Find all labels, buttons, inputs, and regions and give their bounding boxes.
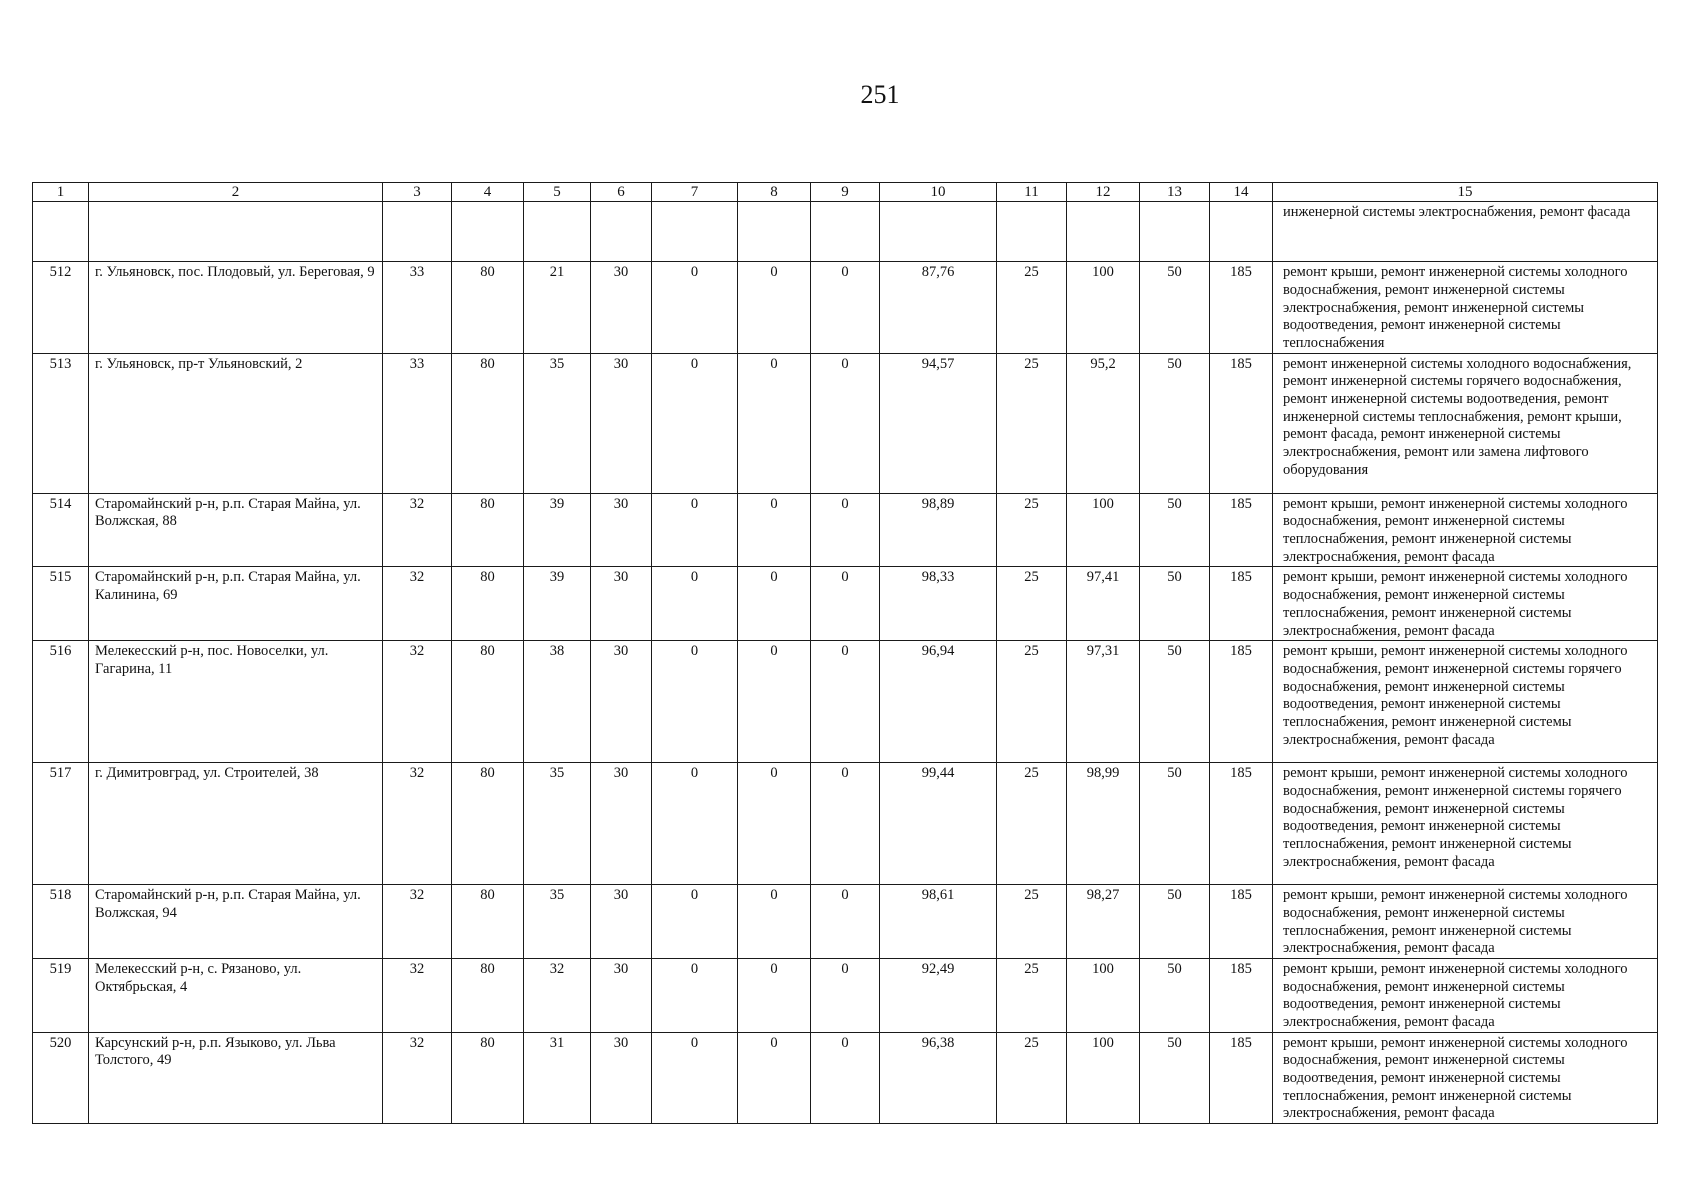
address-cell: Старомайнский р-н, р.п. Старая Майна, ул. Волжская, 94 xyxy=(89,885,383,959)
value-cell-col-14: 185 xyxy=(1210,567,1273,641)
value-cell-col-3: 32 xyxy=(383,567,452,641)
value-cell-col-11: 25 xyxy=(997,262,1067,353)
value-cell-col-6: 30 xyxy=(591,353,652,493)
row-number-cell: 520 xyxy=(33,1032,89,1123)
value-cell-col-12: 98,27 xyxy=(1067,885,1140,959)
value-cell-col-11: 25 xyxy=(997,763,1067,885)
value-cell-col-11: 25 xyxy=(997,567,1067,641)
value-cell-col-5: 38 xyxy=(524,641,591,763)
address-cell: г. Ульяновск, пр-т Ульяновский, 2 xyxy=(89,353,383,493)
value-cell-col-13: 50 xyxy=(1140,763,1210,885)
value-cell-col-3: 32 xyxy=(383,958,452,1032)
value-cell-col-5: 39 xyxy=(524,493,591,567)
value-cell-col-3: 33 xyxy=(383,262,452,353)
value-cell-col-12 xyxy=(1067,202,1140,262)
value-cell-col-14: 185 xyxy=(1210,641,1273,763)
row-number-cell xyxy=(33,202,89,262)
column-header-9: 9 xyxy=(811,183,880,202)
value-cell-col-7 xyxy=(652,202,738,262)
value-cell-col-7: 0 xyxy=(652,567,738,641)
value-cell-col-4: 80 xyxy=(452,641,524,763)
value-cell-col-6: 30 xyxy=(591,885,652,959)
works-list-cell: инженерной системы электроснабжения, ремонт фасада xyxy=(1273,202,1658,262)
table-row xyxy=(33,958,1658,1032)
works-list-cell: ремонт крыши, ремонт инженерной системы холодного водоснабжения, ремонт инженерной системы теплоснабжения, ремонт инженерной системы электроснабжения, ремонт фасада xyxy=(1273,567,1658,641)
value-cell-col-5: 35 xyxy=(524,763,591,885)
table-row xyxy=(33,202,1658,262)
value-cell-col-11 xyxy=(997,202,1067,262)
value-cell-col-6: 30 xyxy=(591,641,652,763)
row-number-cell: 516 xyxy=(33,641,89,763)
works-list-cell: ремонт крыши, ремонт инженерной системы холодного водоснабжения, ремонт инженерной системы водоотведения, ремонт инженерной системы теплоснабжения, ремонт инженерной системы электроснабжения, ремонт фасада xyxy=(1273,1032,1658,1123)
value-cell-col-9: 0 xyxy=(811,885,880,959)
value-cell-col-12: 100 xyxy=(1067,262,1140,353)
column-header-10: 10 xyxy=(880,183,997,202)
value-cell-col-13: 50 xyxy=(1140,641,1210,763)
buildings-table xyxy=(32,182,1658,1124)
table-body xyxy=(33,202,1658,1124)
value-cell-col-7: 0 xyxy=(652,885,738,959)
value-cell-col-11: 25 xyxy=(997,641,1067,763)
value-cell-col-10: 98,61 xyxy=(880,885,997,959)
value-cell-col-10: 99,44 xyxy=(880,763,997,885)
value-cell-col-5: 31 xyxy=(524,1032,591,1123)
value-cell-col-10: 94,57 xyxy=(880,353,997,493)
row-number-cell: 519 xyxy=(33,958,89,1032)
value-cell-col-4: 80 xyxy=(452,353,524,493)
table-row xyxy=(33,262,1658,353)
table-row xyxy=(33,353,1658,493)
address-cell: г. Ульяновск, пос. Плодовый, ул. Береговая, 9 xyxy=(89,262,383,353)
value-cell-col-9: 0 xyxy=(811,1032,880,1123)
value-cell-col-6: 30 xyxy=(591,763,652,885)
value-cell-col-12: 98,99 xyxy=(1067,763,1140,885)
value-cell-col-12: 97,41 xyxy=(1067,567,1140,641)
value-cell-col-3: 32 xyxy=(383,763,452,885)
column-header-7: 7 xyxy=(652,183,738,202)
value-cell-col-13: 50 xyxy=(1140,567,1210,641)
works-list-cell: ремонт крыши, ремонт инженерной системы холодного водоснабжения, ремонт инженерной системы теплоснабжения, ремонт инженерной системы электроснабжения, ремонт фасада xyxy=(1273,493,1658,567)
value-cell-col-13: 50 xyxy=(1140,353,1210,493)
value-cell-col-7: 0 xyxy=(652,1032,738,1123)
column-header-2: 2 xyxy=(89,183,383,202)
column-header-4: 4 xyxy=(452,183,524,202)
column-header-8: 8 xyxy=(738,183,811,202)
column-header-12: 12 xyxy=(1067,183,1140,202)
column-header-3: 3 xyxy=(383,183,452,202)
value-cell-col-13: 50 xyxy=(1140,493,1210,567)
column-header-15: 15 xyxy=(1273,183,1658,202)
value-cell-col-9 xyxy=(811,202,880,262)
row-number-cell: 515 xyxy=(33,567,89,641)
value-cell-col-8: 0 xyxy=(738,763,811,885)
address-cell: Мелекесский р-н, пос. Новоселки, ул. Гагарина, 11 xyxy=(89,641,383,763)
page-number: 251 xyxy=(860,80,900,109)
value-cell-col-3: 32 xyxy=(383,885,452,959)
table-row xyxy=(33,641,1658,763)
address-cell: Старомайнский р-н, р.п. Старая Майна, ул. Калинина, 69 xyxy=(89,567,383,641)
value-cell-col-7: 0 xyxy=(652,493,738,567)
value-cell-col-6: 30 xyxy=(591,567,652,641)
value-cell-col-8: 0 xyxy=(738,353,811,493)
address-cell xyxy=(89,202,383,262)
table-row xyxy=(33,567,1658,641)
value-cell-col-5: 35 xyxy=(524,885,591,959)
value-cell-col-8 xyxy=(738,202,811,262)
value-cell-col-13: 50 xyxy=(1140,262,1210,353)
value-cell-col-9: 0 xyxy=(811,262,880,353)
header-row xyxy=(33,183,1658,202)
column-header-6: 6 xyxy=(591,183,652,202)
row-number-cell: 514 xyxy=(33,493,89,567)
value-cell-col-8: 0 xyxy=(738,1032,811,1123)
column-header-11: 11 xyxy=(997,183,1067,202)
address-cell: Старомайнский р-н, р.п. Старая Майна, ул. Волжская, 88 xyxy=(89,493,383,567)
value-cell-col-10: 98,89 xyxy=(880,493,997,567)
value-cell-col-7: 0 xyxy=(652,763,738,885)
value-cell-col-9: 0 xyxy=(811,493,880,567)
value-cell-col-8: 0 xyxy=(738,493,811,567)
value-cell-col-14: 185 xyxy=(1210,262,1273,353)
row-number-cell: 513 xyxy=(33,353,89,493)
value-cell-col-4: 80 xyxy=(452,763,524,885)
value-cell-col-3: 32 xyxy=(383,641,452,763)
table-row xyxy=(33,885,1658,959)
value-cell-col-12: 95,2 xyxy=(1067,353,1140,493)
value-cell-col-6 xyxy=(591,202,652,262)
value-cell-col-14: 185 xyxy=(1210,353,1273,493)
works-list-cell: ремонт крыши, ремонт инженерной системы холодного водоснабжения, ремонт инженерной системы теплоснабжения, ремонт инженерной системы электроснабжения, ремонт фасада xyxy=(1273,885,1658,959)
value-cell-col-13: 50 xyxy=(1140,958,1210,1032)
value-cell-col-11: 25 xyxy=(997,958,1067,1032)
value-cell-col-4: 80 xyxy=(452,262,524,353)
column-header-14: 14 xyxy=(1210,183,1273,202)
value-cell-col-11: 25 xyxy=(997,885,1067,959)
value-cell-col-12: 100 xyxy=(1067,493,1140,567)
value-cell-col-5: 35 xyxy=(524,353,591,493)
value-cell-col-5: 32 xyxy=(524,958,591,1032)
value-cell-col-10: 98,33 xyxy=(880,567,997,641)
value-cell-col-9: 0 xyxy=(811,353,880,493)
value-cell-col-9: 0 xyxy=(811,958,880,1032)
value-cell-col-10: 92,49 xyxy=(880,958,997,1032)
value-cell-col-9: 0 xyxy=(811,763,880,885)
value-cell-col-12: 100 xyxy=(1067,958,1140,1032)
value-cell-col-11: 25 xyxy=(997,353,1067,493)
value-cell-col-4: 80 xyxy=(452,493,524,567)
value-cell-col-14: 185 xyxy=(1210,763,1273,885)
value-cell-col-12: 97,31 xyxy=(1067,641,1140,763)
table-row xyxy=(33,763,1658,885)
column-header-5: 5 xyxy=(524,183,591,202)
value-cell-col-6: 30 xyxy=(591,958,652,1032)
value-cell-col-14: 185 xyxy=(1210,958,1273,1032)
value-cell-col-3 xyxy=(383,202,452,262)
value-cell-col-13 xyxy=(1140,202,1210,262)
value-cell-col-14: 185 xyxy=(1210,493,1273,567)
row-number-cell: 512 xyxy=(33,262,89,353)
address-cell: Мелекесский р-н, с. Рязаново, ул. Октябрьская, 4 xyxy=(89,958,383,1032)
column-header-1: 1 xyxy=(33,183,89,202)
value-cell-col-8: 0 xyxy=(738,567,811,641)
address-cell: Карсунский р-н, р.п. Языково, ул. Льва Толстого, 49 xyxy=(89,1032,383,1123)
value-cell-col-13: 50 xyxy=(1140,885,1210,959)
value-cell-col-14: 185 xyxy=(1210,1032,1273,1123)
works-list-cell: ремонт крыши, ремонт инженерной системы холодного водоснабжения, ремонт инженерной системы горячего водоснабжения, ремонт инженерной системы водоотведения, ремонт инженерной системы теплоснабжения, ремонт инженерной системы электроснабжения, ремонт фасада xyxy=(1273,641,1658,763)
value-cell-col-5: 21 xyxy=(524,262,591,353)
value-cell-col-11: 25 xyxy=(997,493,1067,567)
value-cell-col-11: 25 xyxy=(997,1032,1067,1123)
works-list-cell: ремонт крыши, ремонт инженерной системы холодного водоснабжения, ремонт инженерной системы горячего водоснабжения, ремонт инженерной системы водоотведения, ремонт инженерной системы теплоснабжения, ремонт инженерной системы электроснабжения, ремонт фасада xyxy=(1273,763,1658,885)
value-cell-col-3: 32 xyxy=(383,1032,452,1123)
column-header-13: 13 xyxy=(1140,183,1210,202)
value-cell-col-10 xyxy=(880,202,997,262)
row-number-cell: 517 xyxy=(33,763,89,885)
value-cell-col-4: 80 xyxy=(452,1032,524,1123)
value-cell-col-4: 80 xyxy=(452,567,524,641)
value-cell-col-9: 0 xyxy=(811,567,880,641)
value-cell-col-5 xyxy=(524,202,591,262)
table-row xyxy=(33,493,1658,567)
value-cell-col-6: 30 xyxy=(591,1032,652,1123)
value-cell-col-9: 0 xyxy=(811,641,880,763)
value-cell-col-13: 50 xyxy=(1140,1032,1210,1123)
value-cell-col-4 xyxy=(452,202,524,262)
value-cell-col-6: 30 xyxy=(591,493,652,567)
value-cell-col-7: 0 xyxy=(652,641,738,763)
address-cell: г. Димитровград, ул. Строителей, 38 xyxy=(89,763,383,885)
works-list-cell: ремонт крыши, ремонт инженерной системы холодного водоснабжения, ремонт инженерной системы водоотведения, ремонт инженерной системы электроснабжения, ремонт фасада xyxy=(1273,958,1658,1032)
value-cell-col-4: 80 xyxy=(452,958,524,1032)
works-list-cell: ремонт крыши, ремонт инженерной системы холодного водоснабжения, ремонт инженерной системы электроснабжения, ремонт инженерной системы водоотведения, ремонт инженерной системы теплоснабжения xyxy=(1273,262,1658,353)
value-cell-col-6: 30 xyxy=(591,262,652,353)
value-cell-col-7: 0 xyxy=(652,262,738,353)
table-row xyxy=(33,1032,1658,1123)
value-cell-col-10: 96,94 xyxy=(880,641,997,763)
value-cell-col-5: 39 xyxy=(524,567,591,641)
value-cell-col-12: 100 xyxy=(1067,1032,1140,1123)
value-cell-col-7: 0 xyxy=(652,353,738,493)
value-cell-col-3: 32 xyxy=(383,493,452,567)
row-number-cell: 518 xyxy=(33,885,89,959)
value-cell-col-10: 87,76 xyxy=(880,262,997,353)
value-cell-col-14 xyxy=(1210,202,1273,262)
value-cell-col-10: 96,38 xyxy=(880,1032,997,1123)
value-cell-col-8: 0 xyxy=(738,885,811,959)
value-cell-col-8: 0 xyxy=(738,958,811,1032)
value-cell-col-14: 185 xyxy=(1210,885,1273,959)
value-cell-col-3: 33 xyxy=(383,353,452,493)
value-cell-col-8: 0 xyxy=(738,262,811,353)
value-cell-col-7: 0 xyxy=(652,958,738,1032)
value-cell-col-8: 0 xyxy=(738,641,811,763)
value-cell-col-4: 80 xyxy=(452,885,524,959)
works-list-cell: ремонт инженерной системы холодного водоснабжения, ремонт инженерной системы горячего водоснабжения, ремонт инженерной системы водоотведения, ремонт инженерной системы теплоснабжения, ремонт крыши, ремонт фасада, ремонт инженерной системы электроснабжения, ремонт или замена лифтового оборудования xyxy=(1273,353,1658,493)
